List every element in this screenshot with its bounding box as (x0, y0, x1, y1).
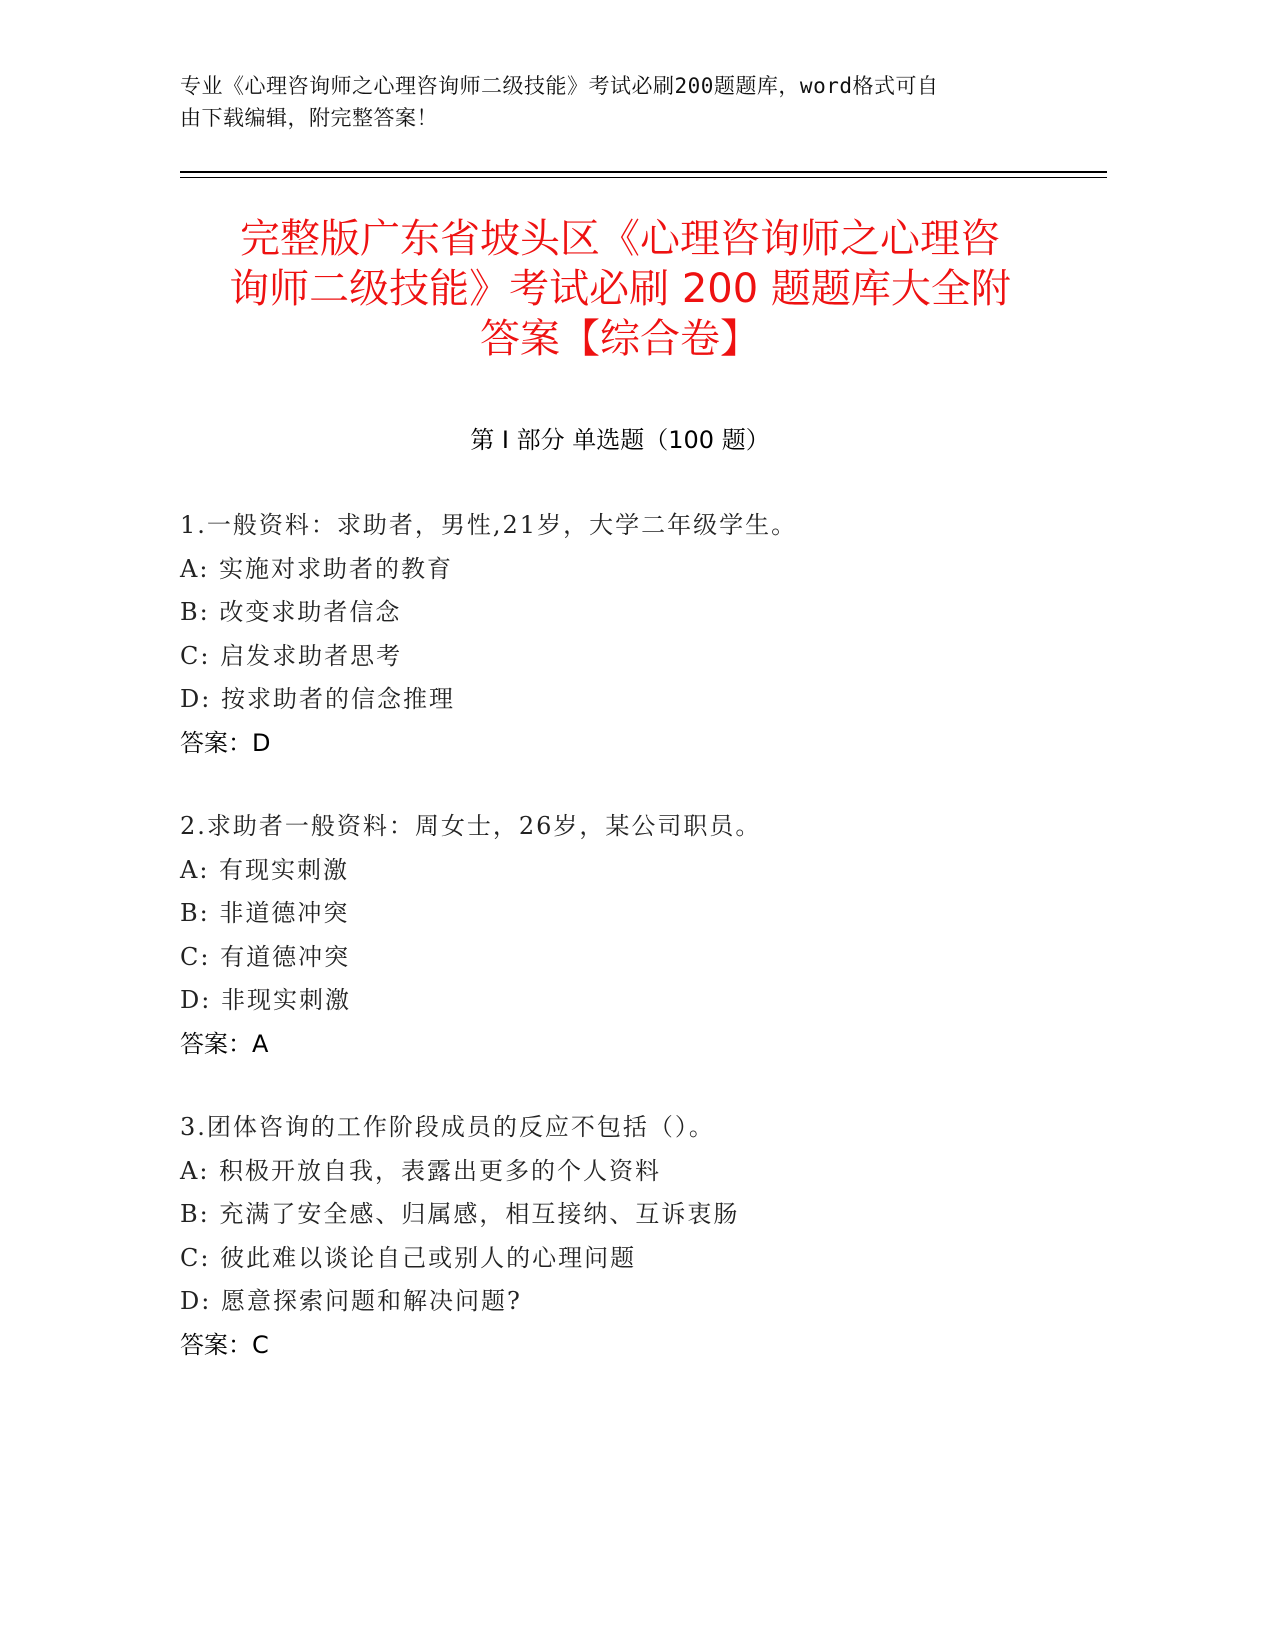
option-a: A: 实施对求助者的教育 (180, 554, 454, 583)
option-b: B: 改变求助者信念 (180, 598, 402, 626)
header-note-line-2: 由下载编辑，附完整答案！ (180, 106, 438, 130)
document-title-line-1: 完整版广东省坡头区《心理咨询师之心理咨 (240, 216, 1000, 262)
option-a: A: 有现实刺激 (180, 855, 350, 884)
header-note-line-1: 专业《心理咨询师之心理咨询师二级技能》考试必刷200题题库，word格式可自 (180, 74, 939, 98)
option-b: B: 非道德冲突 (180, 899, 350, 927)
header-divider-thin (180, 177, 1107, 178)
answer-line: 答案：A (180, 1029, 269, 1058)
answer-line: 答案：D (180, 728, 271, 757)
header-note (180, 70, 1050, 134)
option-d: D: 按求助者的信念推理 (180, 685, 455, 713)
document-title (180, 214, 1060, 364)
question-list (180, 504, 1080, 1407)
option-c: C: 启发求助者思考 (180, 641, 403, 670)
document-title-line-2: 询师二级技能》考试必刷 200 题题库大全附 (229, 266, 1011, 312)
option-d: D: 愿意探索问题和解决问题? (180, 1287, 522, 1315)
option-d: D: 非现实刺激 (180, 986, 351, 1014)
answer-line: 答案：C (180, 1330, 269, 1359)
option-b: B: 充满了安全感、归属感，相互接纳、互诉衷肠 (180, 1200, 740, 1228)
option-c: C: 有道德冲突 (180, 942, 351, 971)
header-divider-thick (180, 171, 1107, 173)
question-item (180, 1106, 1080, 1367)
option-c: C: 彼此难以谈论自己或别人的心理问题 (180, 1243, 637, 1272)
question-stem: 3.团体咨询的工作阶段成员的反应不包括（）。 (180, 1113, 715, 1141)
question-item (180, 504, 1080, 765)
option-a: A: 积极开放自我，表露出更多的个人资料 (180, 1156, 662, 1185)
question-stem: 1.一般资料：求助者，男性,21岁，大学二年级学生。 (180, 511, 798, 539)
question-stem: 2.求助者一般资料：周女士，26岁，某公司职员。 (180, 812, 762, 840)
document-title-line-3: 答案【综合卷】 (480, 316, 760, 362)
section-title: 第 I 部分 单选题（100 题） (470, 426, 770, 454)
question-item (180, 805, 1080, 1066)
